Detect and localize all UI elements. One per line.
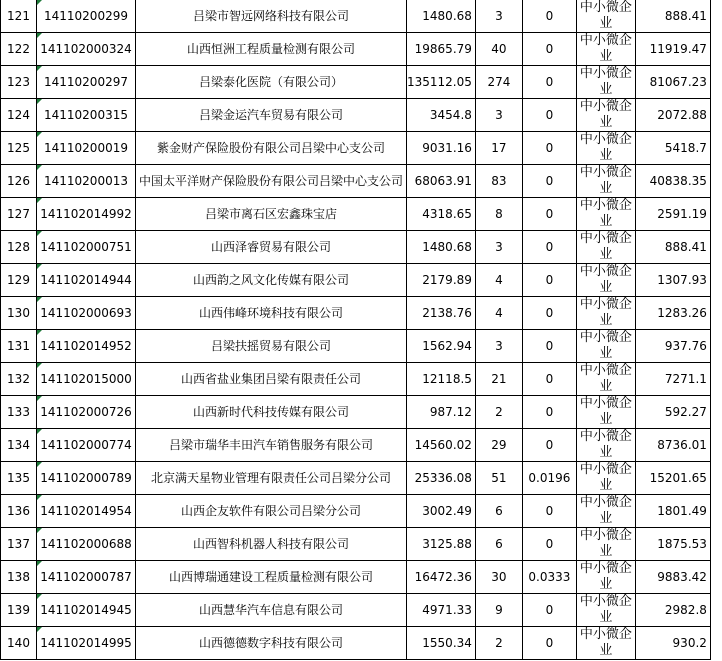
company-id-cell[interactable]: 141102000787: [37, 561, 136, 594]
amount-cell[interactable]: 3125.88: [407, 528, 476, 561]
ratio-cell[interactable]: 0.0196: [522, 462, 576, 495]
value-cell[interactable]: 5418.7: [635, 132, 710, 165]
amount-cell[interactable]: 135112.05: [407, 66, 476, 99]
table-row: [1, 99, 711, 132]
ratio-cell[interactable]: 0: [522, 363, 576, 396]
ratio-cell[interactable]: 0: [522, 66, 576, 99]
row-number-cell[interactable]: 140: [1, 627, 37, 660]
category-cell[interactable]: 中小微企业: [576, 33, 635, 66]
table-row: [1, 363, 711, 396]
company-id-cell[interactable]: 141102000726: [37, 396, 136, 429]
company-id-cell[interactable]: 141102000688: [37, 528, 136, 561]
company-id-cell[interactable]: 14110200315: [37, 99, 136, 132]
company-name-cell[interactable]: 中国太平洋财产保险股份有限公司吕梁中心支公司: [136, 165, 407, 198]
table-row: [1, 462, 711, 495]
category-cell[interactable]: 中小微企业: [576, 561, 635, 594]
ratio-cell[interactable]: 0: [522, 528, 576, 561]
count-cell[interactable]: 51: [475, 462, 522, 495]
ratio-cell[interactable]: 0: [522, 198, 576, 231]
count-cell[interactable]: 4: [475, 297, 522, 330]
table-row: [1, 0, 711, 33]
value-cell[interactable]: 2591.19: [635, 198, 710, 231]
company-id-cell[interactable]: 141102014954: [37, 495, 136, 528]
category-cell[interactable]: 中小微企业: [576, 528, 635, 561]
count-cell[interactable]: 29: [475, 429, 522, 462]
count-cell[interactable]: 17: [475, 132, 522, 165]
table-row: [1, 165, 711, 198]
count-cell[interactable]: 274: [475, 66, 522, 99]
company-name-cell[interactable]: 吕梁市智远网络科技有限公司: [136, 0, 407, 33]
company-name-cell[interactable]: 吕梁金运汽车贸易有限公司: [136, 99, 407, 132]
company-name-cell[interactable]: 山西德德数字科技有限公司: [136, 627, 407, 660]
row-number-cell[interactable]: 125: [1, 132, 37, 165]
count-cell[interactable]: 6: [475, 495, 522, 528]
category-cell[interactable]: 中小微企业: [576, 495, 635, 528]
table-row: [1, 396, 711, 429]
company-id-cell[interactable]: 14110200013: [37, 165, 136, 198]
company-name-cell[interactable]: 吕梁扶摇贸易有限公司: [136, 330, 407, 363]
company-name-cell[interactable]: 山西韵之风文化传媒有限公司: [136, 264, 407, 297]
count-cell[interactable]: 2: [475, 396, 522, 429]
count-cell[interactable]: 2: [475, 627, 522, 660]
company-name-cell[interactable]: 山西省盐业集团吕梁有限责任公司: [136, 363, 407, 396]
row-number-cell[interactable]: 137: [1, 528, 37, 561]
value-cell[interactable]: 1283.26: [635, 297, 710, 330]
table-row: [1, 330, 711, 363]
amount-cell[interactable]: 14560.02: [407, 429, 476, 462]
ratio-cell[interactable]: 0: [522, 132, 576, 165]
company-id-cell[interactable]: 141102014944: [37, 264, 136, 297]
amount-cell[interactable]: 1480.68: [407, 0, 476, 33]
amount-cell[interactable]: 12118.5: [407, 363, 476, 396]
row-number-cell[interactable]: 138: [1, 561, 37, 594]
table-row: [1, 66, 711, 99]
company-id-cell[interactable]: 141102014992: [37, 198, 136, 231]
amount-cell[interactable]: 9031.16: [407, 132, 476, 165]
company-id-cell[interactable]: 141102000751: [37, 231, 136, 264]
ratio-cell[interactable]: 0: [522, 330, 576, 363]
category-cell[interactable]: 中小微企业: [576, 198, 635, 231]
company-name-cell[interactable]: 北京满天星物业管理有限责任公司吕梁分公司: [136, 462, 407, 495]
company-id-cell[interactable]: 14110200019: [37, 132, 136, 165]
amount-cell[interactable]: 68063.91: [407, 165, 476, 198]
row-number-cell[interactable]: 127: [1, 198, 37, 231]
category-cell[interactable]: 中小微企业: [576, 132, 635, 165]
table-row: [1, 132, 711, 165]
ratio-cell[interactable]: 0: [522, 264, 576, 297]
table-row: [1, 528, 711, 561]
amount-cell[interactable]: 987.12: [407, 396, 476, 429]
company-name-cell[interactable]: 山西新时代科技传媒有限公司: [136, 396, 407, 429]
ratio-cell[interactable]: 0: [522, 495, 576, 528]
amount-cell[interactable]: 16472.36: [407, 561, 476, 594]
category-cell[interactable]: 中小微企业: [576, 594, 635, 627]
category-cell[interactable]: 中小微企业: [576, 99, 635, 132]
row-number-cell[interactable]: 122: [1, 33, 37, 66]
ratio-cell[interactable]: 0: [522, 594, 576, 627]
value-cell[interactable]: 930.2: [635, 627, 710, 660]
company-id-cell[interactable]: 141102000774: [37, 429, 136, 462]
company-name-cell[interactable]: 山西伟峰环境科技有限公司: [136, 297, 407, 330]
row-number-cell[interactable]: 128: [1, 231, 37, 264]
table-body: [1, 0, 711, 660]
amount-cell[interactable]: 3002.49: [407, 495, 476, 528]
row-number-cell[interactable]: 126: [1, 165, 37, 198]
row-number-cell[interactable]: 131: [1, 330, 37, 363]
ratio-cell[interactable]: 0: [522, 627, 576, 660]
count-cell[interactable]: 3: [475, 0, 522, 33]
row-number-cell[interactable]: 124: [1, 99, 37, 132]
ratio-cell[interactable]: 0: [522, 165, 576, 198]
ratio-cell[interactable]: 0: [522, 297, 576, 330]
amount-cell[interactable]: 1562.94: [407, 330, 476, 363]
table-row: [1, 495, 711, 528]
category-cell[interactable]: 中小微企业: [576, 462, 635, 495]
count-cell[interactable]: 9: [475, 594, 522, 627]
amount-cell[interactable]: 2179.89: [407, 264, 476, 297]
row-number-cell[interactable]: 139: [1, 594, 37, 627]
amount-cell[interactable]: 3454.8: [407, 99, 476, 132]
value-cell[interactable]: 8736.01: [635, 429, 710, 462]
company-name-cell[interactable]: 山西博瑞通建设工程质量检测有限公司: [136, 561, 407, 594]
company-name-cell[interactable]: 山西恒洲工程质量检测有限公司: [136, 33, 407, 66]
table-row: [1, 231, 711, 264]
table-row: [1, 561, 711, 594]
company-name-cell[interactable]: 吕梁市瑞华丰田汽车销售服务有限公司: [136, 429, 407, 462]
category-cell[interactable]: 中小微企业: [576, 627, 635, 660]
row-number-cell[interactable]: 121: [1, 0, 37, 33]
category-cell[interactable]: 中小微企业: [576, 165, 635, 198]
amount-cell[interactable]: 19865.79: [407, 33, 476, 66]
category-cell[interactable]: 中小微企业: [576, 363, 635, 396]
row-number-cell[interactable]: 134: [1, 429, 37, 462]
value-cell[interactable]: 2982.8: [635, 594, 710, 627]
value-cell[interactable]: 11919.47: [635, 33, 710, 66]
ratio-cell[interactable]: 0: [522, 33, 576, 66]
company-id-cell[interactable]: 14110200297: [37, 66, 136, 99]
row-number-cell[interactable]: 133: [1, 396, 37, 429]
amount-cell[interactable]: 1480.68: [407, 231, 476, 264]
ratio-cell[interactable]: 0: [522, 0, 576, 33]
amount-cell[interactable]: 2138.76: [407, 297, 476, 330]
amount-cell[interactable]: 4318.65: [407, 198, 476, 231]
table-row: [1, 198, 711, 231]
category-cell[interactable]: 中小微企业: [576, 264, 635, 297]
value-cell[interactable]: 1801.49: [635, 495, 710, 528]
value-cell[interactable]: 40838.35: [635, 165, 710, 198]
category-cell[interactable]: 中小微企业: [576, 297, 635, 330]
company-id-cell[interactable]: 14110200299: [37, 0, 136, 33]
company-id-cell[interactable]: 141102015000: [37, 363, 136, 396]
value-cell[interactable]: 592.27: [635, 396, 710, 429]
company-id-cell[interactable]: 141102014995: [37, 627, 136, 660]
value-cell[interactable]: 1307.93: [635, 264, 710, 297]
value-cell[interactable]: 2072.88: [635, 99, 710, 132]
row-number-cell[interactable]: 129: [1, 264, 37, 297]
ratio-cell[interactable]: 0: [522, 396, 576, 429]
company-id-cell[interactable]: 141102000324: [37, 33, 136, 66]
table-row: [1, 264, 711, 297]
count-cell[interactable]: 3: [475, 99, 522, 132]
company-name-cell[interactable]: 山西智科机器人科技有限公司: [136, 528, 407, 561]
company-id-cell[interactable]: 141102014945: [37, 594, 136, 627]
value-cell[interactable]: 1875.53: [635, 528, 710, 561]
company-name-cell[interactable]: 山西慧华汽车信息有限公司: [136, 594, 407, 627]
company-name-cell[interactable]: 吕梁泰化医院（有限公司）: [136, 66, 407, 99]
count-cell[interactable]: 6: [475, 528, 522, 561]
row-number-cell[interactable]: 136: [1, 495, 37, 528]
ratio-cell[interactable]: 0.0333: [522, 561, 576, 594]
count-cell[interactable]: 30: [475, 561, 522, 594]
company-name-cell[interactable]: 紫金财产保险股份有限公司吕梁中心支公司: [136, 132, 407, 165]
row-number-cell[interactable]: 132: [1, 363, 37, 396]
company-id-cell[interactable]: 141102000693: [37, 297, 136, 330]
ratio-cell[interactable]: 0: [522, 429, 576, 462]
company-name-cell[interactable]: 吕梁市离石区宏鑫珠宝店: [136, 198, 407, 231]
value-cell[interactable]: 888.41: [635, 0, 710, 33]
ratio-cell[interactable]: 0: [522, 231, 576, 264]
value-cell[interactable]: 81067.23: [635, 66, 710, 99]
company-name-cell[interactable]: 山西泽睿贸易有限公司: [136, 231, 407, 264]
count-cell[interactable]: 8: [475, 198, 522, 231]
count-cell[interactable]: 3: [475, 231, 522, 264]
table-row: [1, 33, 711, 66]
category-cell[interactable]: 中小微企业: [576, 66, 635, 99]
amount-cell[interactable]: 25336.08: [407, 462, 476, 495]
count-cell[interactable]: 83: [475, 165, 522, 198]
category-cell[interactable]: 中小微企业: [576, 330, 635, 363]
table-row: [1, 627, 711, 660]
value-cell[interactable]: 7271.1: [635, 363, 710, 396]
value-cell[interactable]: 888.41: [635, 231, 710, 264]
value-cell[interactable]: 937.76: [635, 330, 710, 363]
category-cell[interactable]: 中小微企业: [576, 429, 635, 462]
company-name-cell[interactable]: 山西企友软件有限公司吕梁分公司: [136, 495, 407, 528]
amount-cell[interactable]: 4971.33: [407, 594, 476, 627]
value-cell[interactable]: 9883.42: [635, 561, 710, 594]
count-cell[interactable]: 4: [475, 264, 522, 297]
row-number-cell[interactable]: 123: [1, 66, 37, 99]
table-row: [1, 594, 711, 627]
row-number-cell[interactable]: 135: [1, 462, 37, 495]
amount-cell[interactable]: 1550.34: [407, 627, 476, 660]
category-cell[interactable]: 中小微企业: [576, 0, 635, 33]
category-cell[interactable]: 中小微企业: [576, 231, 635, 264]
value-cell[interactable]: 15201.65: [635, 462, 710, 495]
count-cell[interactable]: 40: [475, 33, 522, 66]
company-id-cell[interactable]: 141102000789: [37, 462, 136, 495]
count-cell[interactable]: 21: [475, 363, 522, 396]
category-cell[interactable]: 中小微企业: [576, 396, 635, 429]
table-row: [1, 429, 711, 462]
ratio-cell[interactable]: 0: [522, 99, 576, 132]
company-id-cell[interactable]: 141102014952: [37, 330, 136, 363]
row-number-cell[interactable]: 130: [1, 297, 37, 330]
table-row: [1, 297, 711, 330]
count-cell[interactable]: 3: [475, 330, 522, 363]
